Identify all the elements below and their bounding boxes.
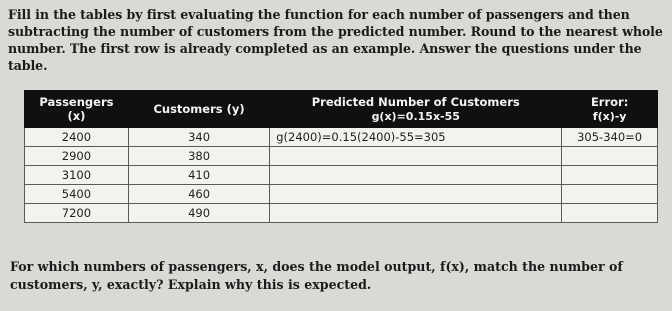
table-row [25,166,658,185]
table-row [25,128,658,147]
cell-customers: 380 [128,147,269,166]
header-error-label: Error: [590,95,629,109]
table-row [25,147,658,166]
cell-predicted[interactable] [270,204,562,223]
cell-predicted[interactable] [270,147,562,166]
header-predicted [270,91,562,128]
header-passengers: Passengers (x) [25,91,129,128]
cell-passengers: 7200 [25,204,129,223]
instructions-text: Fill in the tables by first evaluating the function for each number of passengers and then subtracting the number of customers from the predicted number. Round to the nearest whole number. The first row is already completed as an example. Answer the questions under the table. [8,7,663,73]
cell-passengers: 2900 [25,147,129,166]
cell-predicted[interactable] [270,185,562,204]
cell-passengers: 5400 [25,185,129,204]
cell-error[interactable] [562,204,658,223]
header-predicted-formula: g(x)=0.15x-55 [371,110,460,123]
header-error-formula: f(x)-y [592,110,627,123]
header-error [562,91,658,128]
cell-customers: 460 [128,185,269,204]
header-customers: Customers (y) [128,91,269,128]
cell-passengers: 2400 [25,128,129,147]
cell-predicted[interactable]: g(2400)=0.15(2400)-55=305 [270,128,562,147]
cell-passengers: 3100 [25,166,129,185]
cell-customers: 340 [128,128,269,147]
cell-customers: 410 [128,166,269,185]
cell-predicted[interactable] [270,166,562,185]
table-row [25,204,658,223]
cell-error[interactable] [562,185,658,204]
cell-error[interactable] [562,166,658,185]
data-table [24,90,658,223]
table-row [25,185,658,204]
question-text: For which numbers of passengers, x, does the model output, f(x), match the number of customers, y, exactly? Explain why this is expected. [10,259,623,292]
table-header-row [25,91,658,128]
header-predicted-label: Predicted Number of Customers [311,95,520,109]
cell-error[interactable]: 305-340=0 [562,128,658,147]
cell-customers: 490 [128,204,269,223]
cell-error[interactable] [562,147,658,166]
